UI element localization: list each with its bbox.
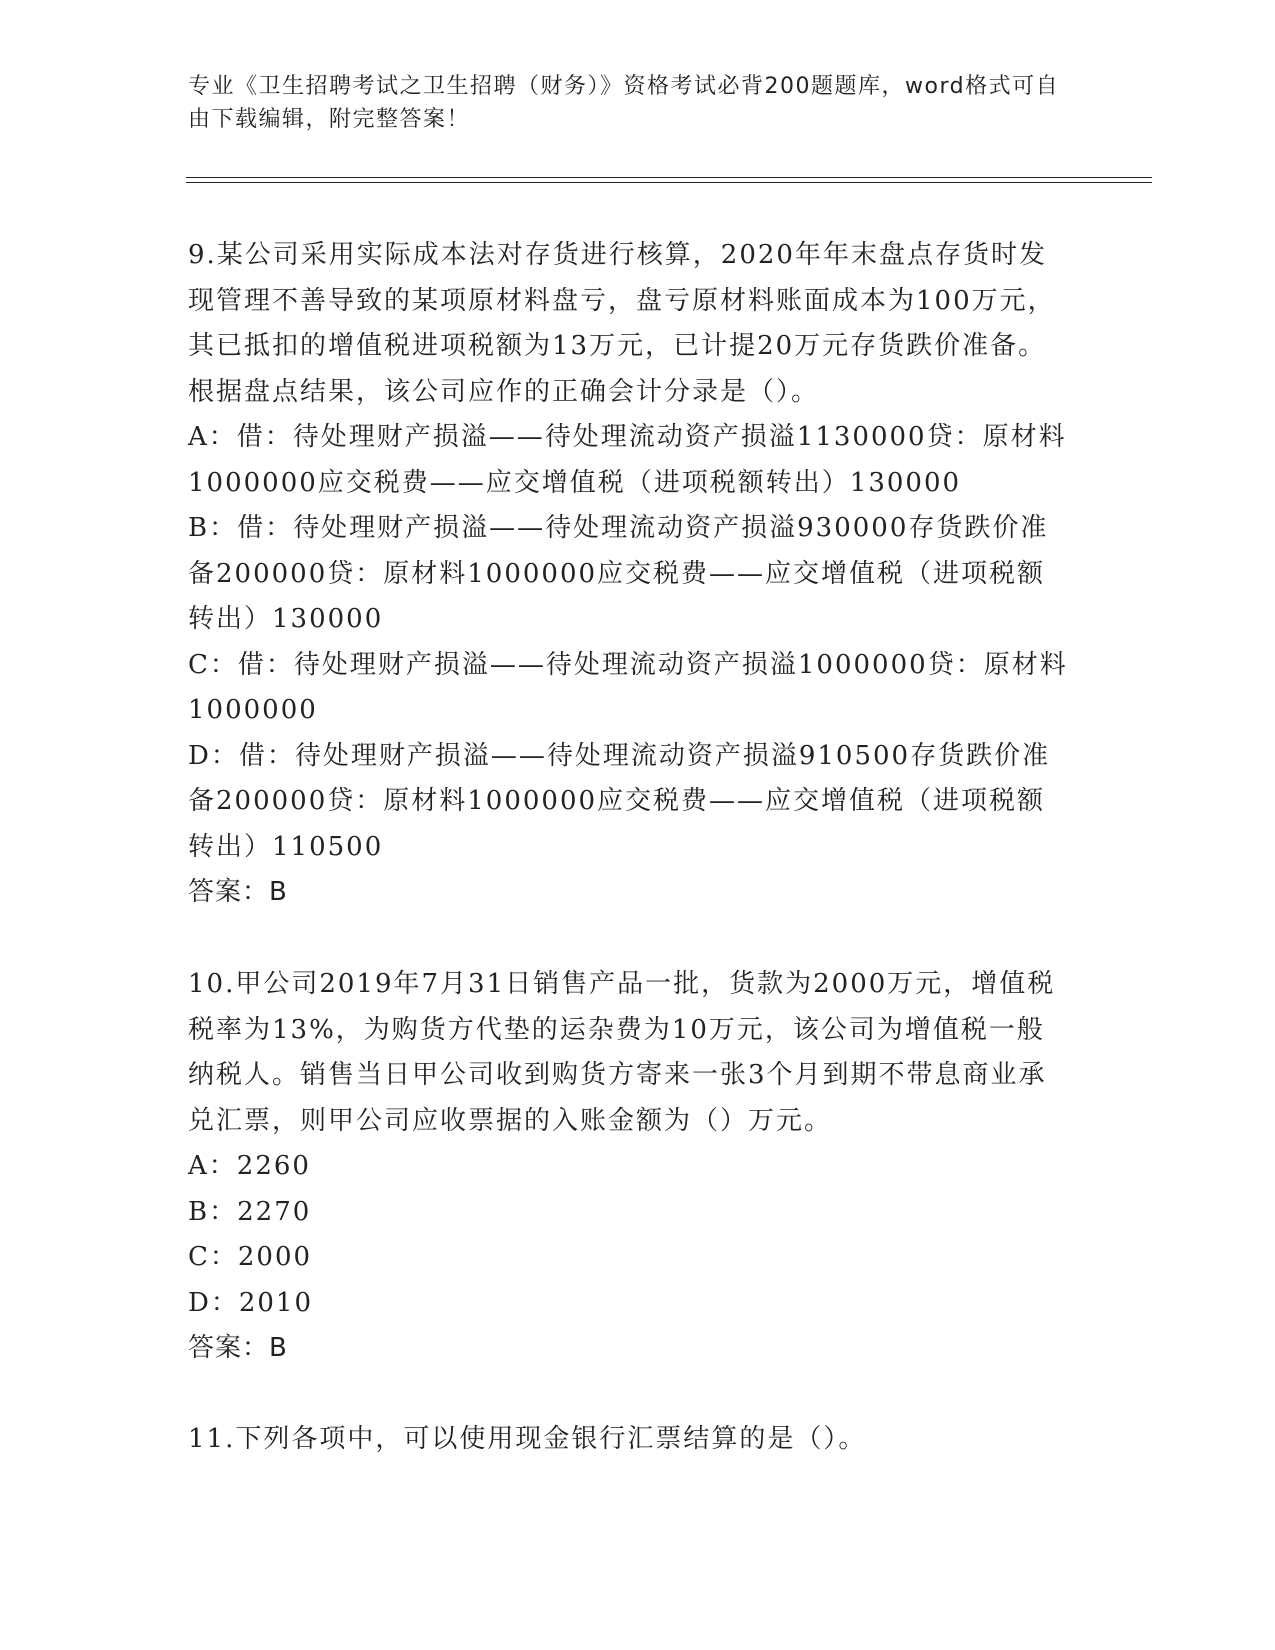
document-header — [188, 70, 1068, 136]
option-b: B：借：待处理财产损溢——待处理流动资产损溢930000存货跌价准备200000贷：原材料1000000应交税费——应交增值税（进项税额转出）130000 — [188, 513, 1049, 634]
question-stem: 10.甲公司2019年7月31日销售产品一批，货款为2000万元，增值税税率为13%，为购货方代垫的运杂费为10万元，该公司为增值税一般纳税人。销售当日甲公司收到购货方寄来一张3个月到期不带息商业承兑汇票，则甲公司应收票据的入账金额为（）万元。 — [188, 969, 1056, 1136]
header-rule-bottom — [186, 182, 1152, 183]
option-d: D：借：待处理财产损溢——待处理流动资产损溢910500存货跌价准备200000贷：原材料1000000应交税费——应交增值税（进项税额转出）110500 — [188, 740, 1051, 862]
question-stem: 9.某公司采用实际成本法对存货进行核算，2020年年末盘点存货时发现管理不善导致的某项原材料盘亏，盘亏原材料账面成本为100万元，其已抵扣的增值税进项税额为13万元，已计提20万元存货跌价准备。根据盘点结果，该公司应作的正确会计分录是（）。 — [188, 240, 1056, 407]
option-d: D：2010 — [188, 1287, 314, 1318]
option-c: C：借：待处理财产损溢——待处理流动资产损溢1000000贷：原材料1000000 — [188, 649, 1068, 725]
question-11 — [188, 1417, 1068, 1463]
question-stem: 11.下列各项中，可以使用现金银行汇票结算的是（）。 — [188, 1424, 867, 1454]
option-a: A：2260 — [188, 1151, 311, 1181]
question-10 — [188, 962, 1068, 1372]
header-rule-top — [186, 177, 1152, 178]
header-text: 专业《卫生招聘考试之卫生招聘（财务）》资格考试必背200题题库，word格式可自由下载编辑，附完整答案！ — [188, 74, 1060, 132]
answer: 答案：B — [188, 877, 288, 907]
option-b: B：2270 — [188, 1196, 312, 1227]
question-9 — [188, 233, 1068, 916]
option-a: A：借：待处理财产损溢——待处理流动资产损溢1130000贷：原材料1000000应交税费——应交增值税（进项税额转出）130000 — [188, 422, 1067, 498]
option-c: C：2000 — [188, 1242, 313, 1272]
answer: 答案：B — [188, 1333, 288, 1363]
